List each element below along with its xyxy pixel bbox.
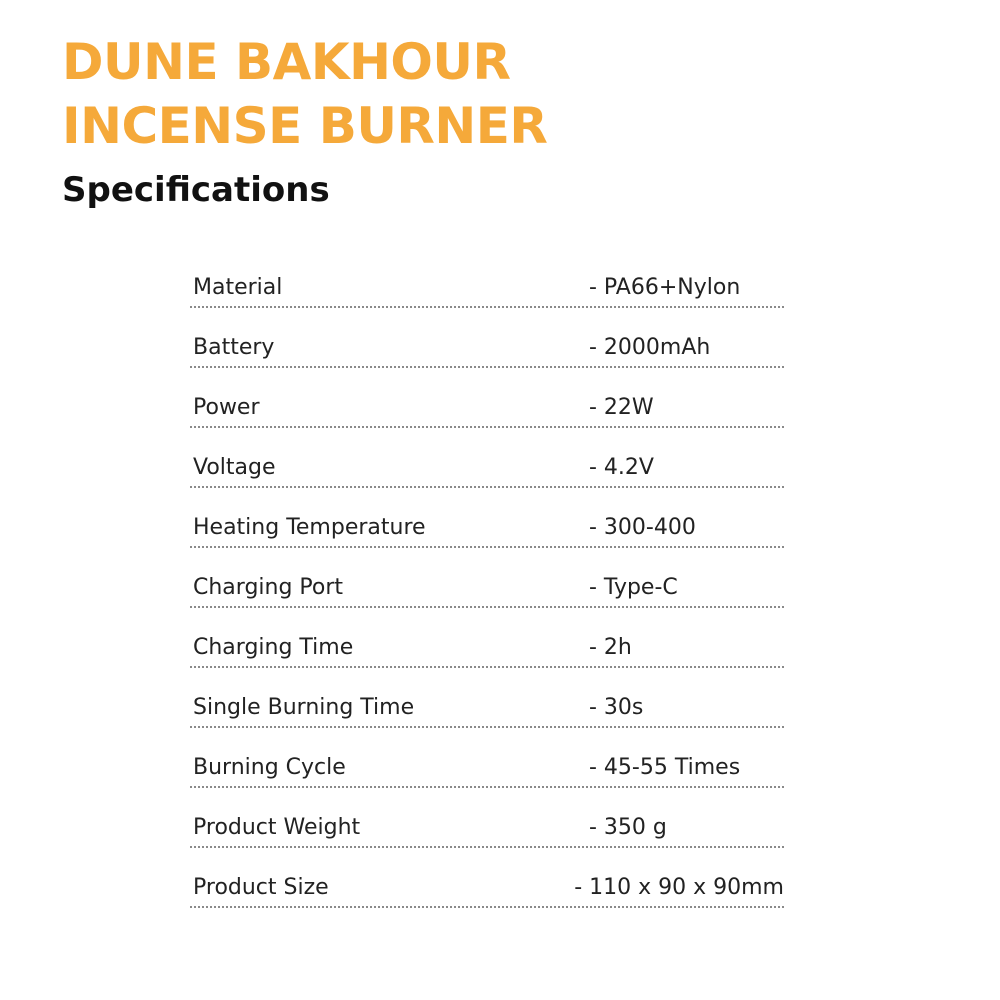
spec-label: Single Burning Time — [193, 695, 415, 720]
spec-row-power — [190, 368, 784, 428]
spec-row-voltage — [190, 428, 784, 488]
spec-label: Burning Cycle — [193, 755, 346, 780]
spec-label: Heating Temperature — [193, 515, 426, 540]
spec-row-heating-temperature — [190, 488, 784, 548]
spec-label: Product Size — [193, 875, 329, 900]
spec-row-battery — [190, 308, 784, 368]
spec-value: - 22W — [589, 395, 654, 420]
spec-row-charging-time — [190, 608, 784, 668]
spec-value: - 4.2V — [589, 455, 654, 480]
spec-label: Product Weight — [193, 815, 361, 840]
spec-value: - 350 g — [589, 815, 667, 840]
spec-row-single-burning-time — [190, 668, 784, 728]
spec-value: - Type-C — [589, 575, 678, 600]
spec-value: - 2h — [589, 635, 632, 660]
spec-value: - 110 x 90 x 90mm — [574, 875, 784, 900]
spec-label: Voltage — [193, 455, 276, 480]
spec-label: Material — [193, 275, 283, 300]
spec-label: Charging Port — [193, 575, 344, 600]
spec-row-burning-cycle — [190, 728, 784, 788]
spec-label: Battery — [193, 335, 275, 360]
section-heading: Specifications — [62, 170, 330, 210]
product-title — [62, 30, 547, 158]
spec-row-material — [190, 248, 784, 308]
spec-value: - 2000mAh — [589, 335, 711, 360]
spec-row-product-size — [190, 848, 784, 908]
spec-value: - 300-400 — [589, 515, 696, 540]
product-title-line-2: INCENSE BURNER — [62, 97, 548, 155]
spec-value: - PA66+Nylon — [589, 275, 741, 300]
spec-row-charging-port — [190, 548, 784, 608]
spec-value: - 45-55 Times — [589, 755, 741, 780]
spec-value: - 30s — [589, 695, 644, 720]
spec-row-product-weight — [190, 788, 784, 848]
spec-label: Charging Time — [193, 635, 354, 660]
spec-table — [190, 248, 784, 908]
product-title-line-1: DUNE BAKHOUR — [62, 33, 511, 91]
spec-label: Power — [193, 395, 260, 420]
